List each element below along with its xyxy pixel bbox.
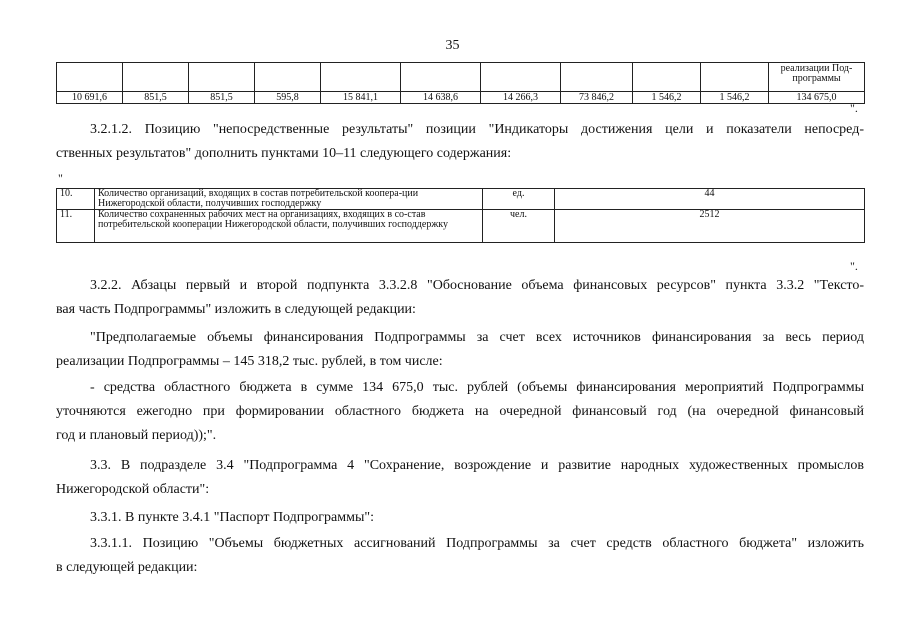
table-cell: 14 638,6 <box>401 92 481 104</box>
paragraph-line: 3.3. В подразделе 3.4 "Подпрограмма 4 "Сохранение, возрождение и развитие народных художественных промыслов <box>90 458 864 473</box>
paragraph-3-3 <box>56 454 864 502</box>
table-cell: 15 841,1 <box>321 92 401 104</box>
table-row <box>57 63 865 92</box>
paragraph-line: 3.3.1.1. Позицию "Объемы бюджетных ассигнований Подпрограммы за счет средств областного бюджета" изложить <box>90 536 864 551</box>
table-cell: 1 546,2 <box>633 92 701 104</box>
table-cell: 1 546,2 <box>701 92 769 104</box>
unit-cell: чел. <box>483 210 555 243</box>
paragraph-line: - средства областного бюджета в сумме 134 675,0 тыс. рублей (объемы финансирования мероприятий Подпрограммы <box>90 380 864 395</box>
page-number: 35 <box>445 38 460 53</box>
paragraph-line: реализации Подпрограммы – 145 318,2 тыс. рублей, в том числе: <box>56 354 443 369</box>
indicator-name: Количество сохраненных рабочих мест на организациях, входящих в со-став потребительской кооперации Нижегородской области, получивших господдержку <box>95 210 483 243</box>
table-cell: 134 675,0 <box>769 92 865 104</box>
value-cell: 44 <box>555 189 865 210</box>
header-cell-subprogram: реализации Под-программы <box>769 63 865 92</box>
table-row <box>57 189 865 210</box>
paragraph-3-2-1-2 <box>56 118 864 166</box>
opening-quote: " <box>58 171 63 185</box>
paragraph-3-3-1 <box>56 506 864 530</box>
unit-cell: ед. <box>483 189 555 210</box>
paragraph-line: 3.2.2. Абзацы первый и второй подпункта 3.3.2.8 "Обоснование объема финансовых ресурсов" пункта 3.3.2 "Тексто- <box>90 278 864 293</box>
paragraph-line: 3.3.1. В пункте 3.4.1 "Паспорт Подпрограммы": <box>90 510 374 525</box>
paragraph-line: 3.2.1.2. Позицию "непосредственные результаты" позиции "Индикаторы достижения цели и показатели непосред- <box>90 122 864 137</box>
paragraph-line: год и плановый период));". <box>56 428 217 443</box>
budget-table-fragment <box>56 62 865 104</box>
row-number: 10. <box>57 189 95 210</box>
table-row <box>57 210 865 243</box>
value-cell: 2512 <box>555 210 865 243</box>
paragraph-line: Нижегородской области": <box>56 482 210 497</box>
table-row <box>57 92 865 104</box>
paragraph-line: "Предполагаемые объемы финансирования Подпрограммы за счет всех источников финансирования за весь период <box>90 330 864 345</box>
closing-quote: ". <box>850 101 858 115</box>
paragraph-line: в следующей редакции: <box>56 560 198 575</box>
table-cell: 851,5 <box>189 92 255 104</box>
paragraph-funding-total <box>56 326 864 374</box>
paragraph-3-3-1-1 <box>56 532 864 580</box>
table-cell: 10 691,6 <box>57 92 123 104</box>
table-cell: 73 846,2 <box>561 92 633 104</box>
table-cell: 851,5 <box>123 92 189 104</box>
indicators-table <box>56 188 865 243</box>
row-number: 11. <box>57 210 95 243</box>
table-cell: 14 266,3 <box>481 92 561 104</box>
paragraph-line: вая часть Подпрограммы" изложить в следующей редакции: <box>56 302 416 317</box>
indicator-name: Количество организаций, входящих в состав потребительской коопера-ции Нижегородской области, получивших господдержку <box>95 189 483 210</box>
paragraph-3-2-2 <box>56 274 864 322</box>
table-cell: 595,8 <box>255 92 321 104</box>
paragraph-regional-budget <box>56 376 864 448</box>
paragraph-line: уточняются ежегодно при формировании областного бюджета на очередной финансовый год (на очередной финансовый <box>56 404 864 419</box>
closing-quote: ". <box>850 259 858 273</box>
paragraph-line: ственных результатов" дополнить пунктами 10–11 следующего содержания: <box>56 146 512 161</box>
